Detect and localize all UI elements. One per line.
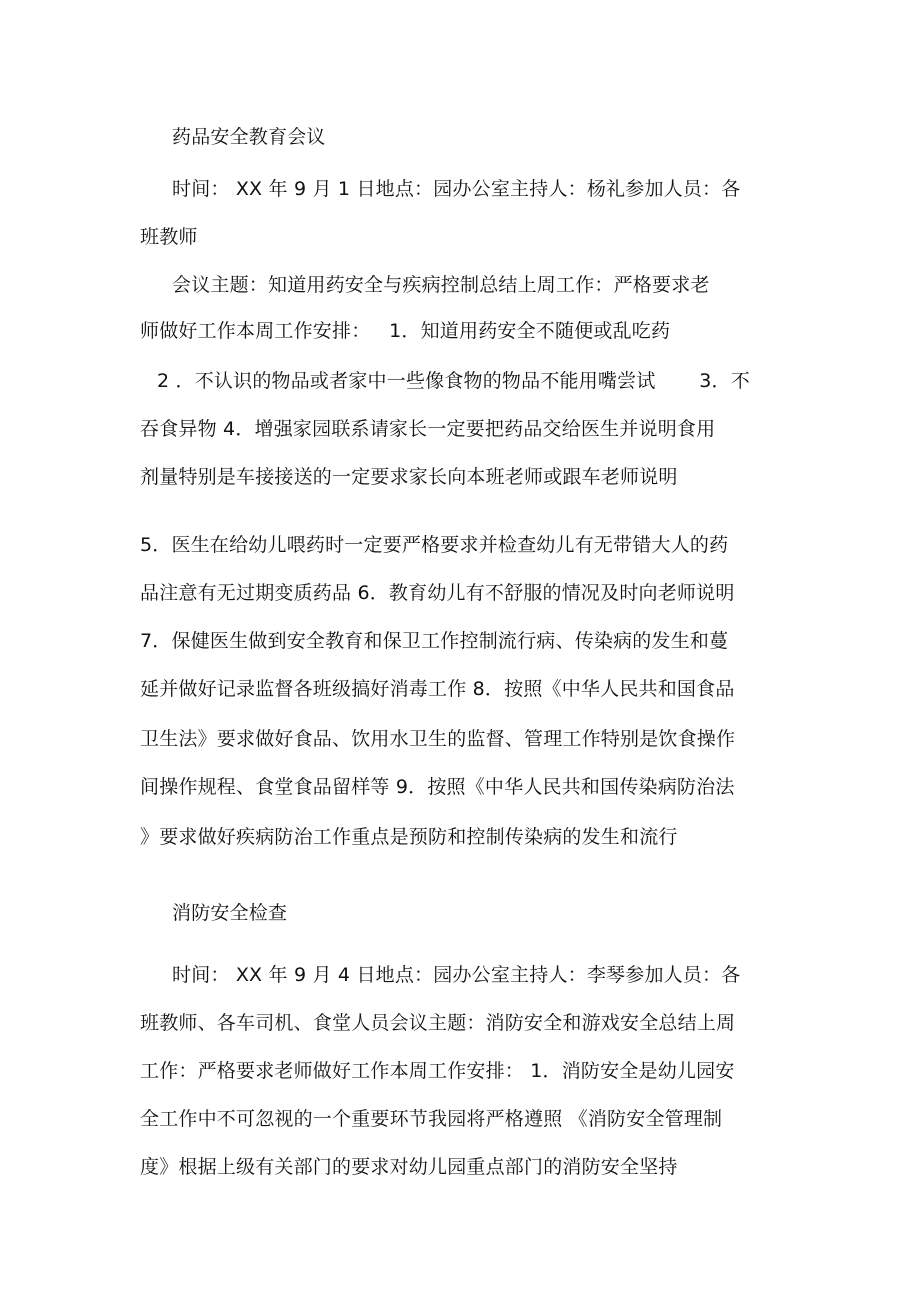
text-line: 吞食异物 4．增强家园联系请家长一定要把药品交给医生并说明食用: [140, 418, 716, 440]
text-line: 师做好工作本周工作安排： 1．知道用药安全不随便或乱吃药: [140, 320, 671, 342]
text-line: 工作：严格要求老师做好工作本周工作安排： 1．消防安全是幼儿园安: [140, 1060, 735, 1082]
text-line: 时间： XX 年 9 月 1 日地点：园办公室主持人：杨礼参加人员：各: [172, 178, 741, 200]
heading-drug-safety-meeting: 药品安全教育会议: [172, 126, 326, 148]
text-line: 品注意有无过期变质药品 6．教育幼儿有不舒服的情况及时向老师说明: [140, 582, 735, 604]
text-line: 2 ．不认识的物品或者家中一些像食物的物品不能用嘴尝试 3．不: [157, 370, 750, 392]
text-line: 剂量特别是车接接送的一定要求家长向本班老师或跟车老师说明: [140, 466, 678, 488]
text-line: 延并做好记录监督各班级搞好消毒工作 8．按照《中华人民共和国食品: [140, 678, 735, 700]
text-line: 》要求做好疾病防治工作重点是预防和控制传染病的发生和流行: [140, 826, 678, 848]
text-line: 7．保健医生做到安全教育和保卫工作控制流行病、传染病的发生和蔓: [140, 630, 729, 652]
text-line: 班教师、各车司机、食堂人员会议主题：消防安全和游戏安全总结上周: [140, 1012, 736, 1034]
text-line: 会议主题：知道用药安全与疾病控制总结上周工作：严格要求老: [172, 274, 710, 296]
text-line: 全工作中不可忽视的一个重要环节我园将严格遵照 《消防安全管理制: [140, 1108, 723, 1130]
text-line: 班教师: [140, 226, 198, 248]
text-line: 时间： XX 年 9 月 4 日地点：园办公室主持人：李琴参加人员：各: [172, 964, 741, 986]
text-line: 卫生法》要求做好食品、饮用水卫生的监督、管理工作特别是饮食操作: [140, 728, 736, 750]
text-line: 间操作规程、食堂食品留样等 9．按照《中华人民共和国传染病防治法: [140, 776, 735, 798]
text-line: 度》根据上级有关部门的要求对幼儿园重点部门的消防安全坚持: [140, 1156, 678, 1178]
heading-fire-safety-check: 消防安全检查: [172, 902, 288, 924]
text-line: 5．医生在给幼儿喂药时一定要严格要求并检查幼儿有无带错大人的药: [140, 534, 729, 556]
